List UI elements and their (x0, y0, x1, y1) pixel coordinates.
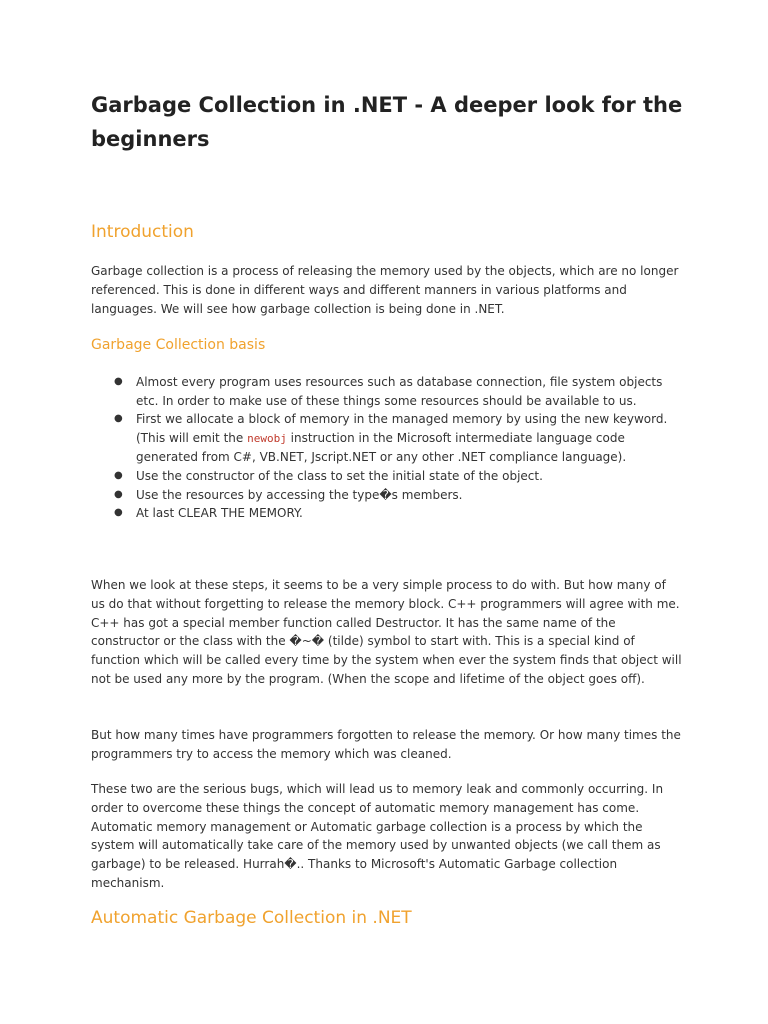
list-item-text: Use the resources by accessing the type�s members. (136, 487, 463, 502)
body-paragraph-bugs: These two are the serious bugs, which will lead us to memory leak and commonly occurring. In order to overcome these things the concept of automatic memory management has come. Automatic memory management or Automatic garbage collection is a process by which the system will automatically take care of the memory used by unwanted objects (we call them as garbage) to be released. Hurrah�.. Thanks to Microsoft's Automatic Garbage collection mechanism. (91, 782, 664, 890)
gc-basis-list (112, 373, 684, 523)
bullet-icon: ● (114, 488, 123, 500)
body-paragraph-steps: When we look at these steps, it seems to be a very simple process to do with. But how many of us do that without forgetting to release the memory block. C++ programmers will agree with me. C++ has got a special member function called Destructor. It has the same name of the constructor or the class with the �~� (tilde) symbol to start with. This is a special kind of function which will be called every time by the system when ever the system finds that object will not be used any more by the program. (When the scope and lifetime of the object goes off). (91, 578, 682, 686)
automatic-gc-heading: Automatic Garbage Collection in .NET (91, 908, 412, 928)
list-item-text-after: instruction in the Microsoft intermediate language code generated from C#, VB.NET, Jscript.NET or any other .NET compliance language). (136, 430, 627, 465)
bullet-icon: ● (114, 469, 123, 481)
list-item (112, 467, 684, 486)
introduction-paragraph: Garbage collection is a process of releasing the memory used by the objects, which are no longer referenced. This is done in different ways and different manners in various platforms and languages. We will see how garbage collection is being done in .NET. (91, 264, 679, 316)
bullet-icon: ● (114, 376, 123, 387)
list-item (112, 486, 684, 505)
introduction-heading: Introduction (91, 222, 194, 242)
gc-basis-heading: Garbage Collection basis (91, 337, 266, 353)
list-item-text: Almost every program uses resources such as database connection, file system objects etc. In order to make use of these things some resources should be available to us. (136, 375, 663, 408)
list-item (112, 410, 684, 467)
body-paragraph-forgotten: But how many times have programmers forgotten to release the memory. Or how many times the programmers try to access the memory which was cleaned. (91, 728, 681, 761)
document-title: Garbage Collection in .NET - A deeper look for the beginners (91, 93, 683, 151)
list-item-text: At last CLEAR THE MEMORY. (136, 506, 303, 521)
list-item (112, 504, 684, 523)
code-newobj: newobj (247, 431, 287, 445)
list-item-text: Use the constructor of the class to set the initial state of the object. (136, 468, 543, 483)
list-item (112, 373, 684, 410)
bullet-icon: ● (114, 413, 123, 425)
list-item-text-before: First we allocate a block of memory in the managed memory by using the new keyword. (This will emit the (136, 412, 668, 445)
bullet-icon: ● (114, 507, 123, 519)
